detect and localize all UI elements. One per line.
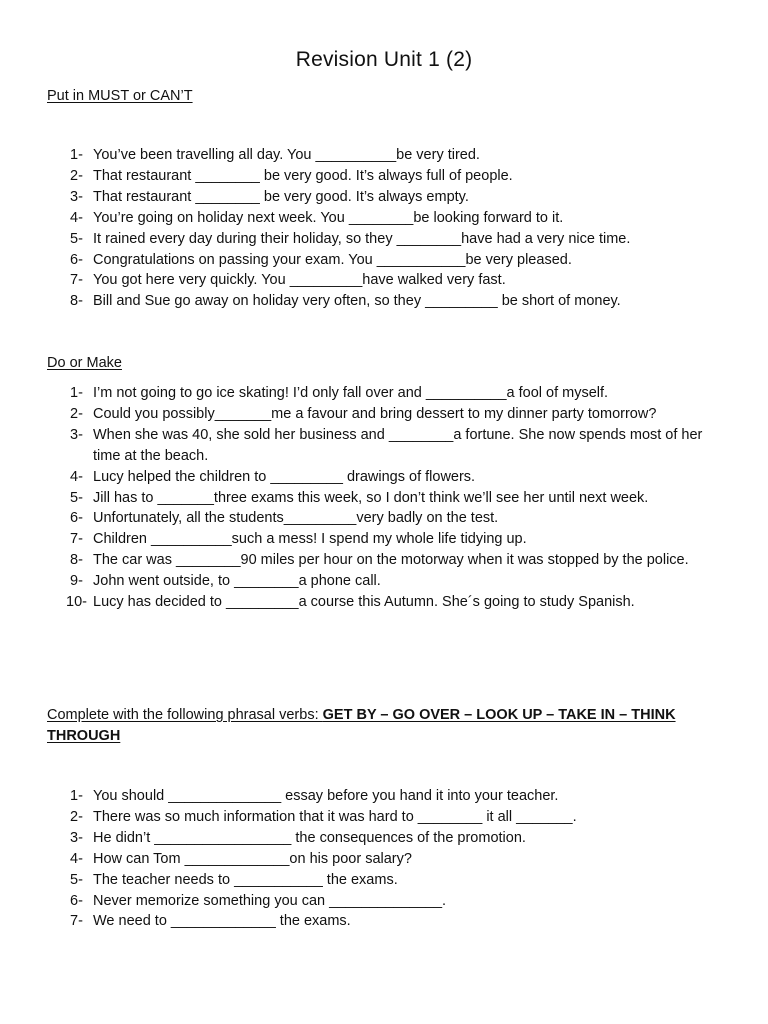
section-heading-must-cant: Put in MUST or CAN’T xyxy=(47,88,193,104)
list-item: 8- The car was ________90 miles per hour on the motorway when it was stopped by the police. xyxy=(70,552,689,569)
list-item: 5- Jill has to _______three exams this week, so I don’t think we’ll see her until next week. xyxy=(70,489,649,506)
exercise-list-phrasal-verbs xyxy=(70,786,711,932)
section-heading-do-make: Do or Make xyxy=(47,355,122,371)
list-item: 8- Bill and Sue go away on holiday very often, so they _________ be short of money. xyxy=(70,293,621,310)
list-item: 4- You’re going on holiday next week. You ________be looking forward to it. xyxy=(70,209,564,226)
list-item: 1- I’m not going to go ice skating! I’d only fall over and __________a fool of myself. xyxy=(70,385,609,401)
list-item: 1- You should ______________ essay before you hand it into your teacher. xyxy=(70,788,559,804)
list-item: 2- There was so much information that it was hard to ________ it all _______. xyxy=(70,808,577,825)
list-item: 3- When she was 40, she sold her business and ________a fortune. She now spends most of her time at the beach. xyxy=(70,426,703,464)
list-item: 3- He didn’t _________________ the consequences of the promotion. xyxy=(70,829,526,846)
list-item: 5- It rained every day during their holiday, so they ________have had a very nice time. xyxy=(70,230,631,247)
list-item: 6- Never memorize something you can ______________. xyxy=(70,892,447,909)
exercise-list-must-cant xyxy=(70,145,711,312)
list-item: 1- You’ve been travelling all day. You __________be very tired. xyxy=(70,147,480,163)
list-item: 7- Children __________such a mess! I spend my whole life tidying up. xyxy=(70,531,527,548)
list-item: 5- The teacher needs to ___________ the exams. xyxy=(70,871,398,888)
list-item: 4- Lucy helped the children to _________ drawings of flowers. xyxy=(70,468,476,485)
list-item: 10- Lucy has decided to _________a course this Autumn. She´s going to study Spanish. xyxy=(66,594,635,611)
list-item: 2- Could you possibly_______me a favour and bring dessert to my dinner party tomorrow? xyxy=(70,405,657,422)
list-item: 6- Unfortunately, all the students_________very badly on the test. xyxy=(70,510,499,527)
list-item: 6- Congratulations on passing your exam. You ___________be very pleased. xyxy=(70,251,572,268)
section-heading-phrasal-verbs: Complete with the following phrasal verbs: GET BY – GO OVER – LOOK UP – TAKE IN – THINK THROUGH xyxy=(47,707,676,744)
list-item: 7- We need to _____________ the exams. xyxy=(70,913,351,930)
page-title: Revision Unit 1 (2) xyxy=(295,48,473,71)
list-item: 3- That restaurant ________ be very good. It’s always empty. xyxy=(70,188,469,205)
exercise-list-do-make xyxy=(66,383,711,613)
list-item: 4- How can Tom _____________on his poor salary? xyxy=(70,850,412,867)
list-item: 9- John went outside, to ________a phone call. xyxy=(70,573,381,590)
list-item: 7- You got here very quickly. You _________have walked very fast. xyxy=(70,272,506,289)
list-item: 2- That restaurant ________ be very good. It’s always full of people. xyxy=(70,167,513,184)
